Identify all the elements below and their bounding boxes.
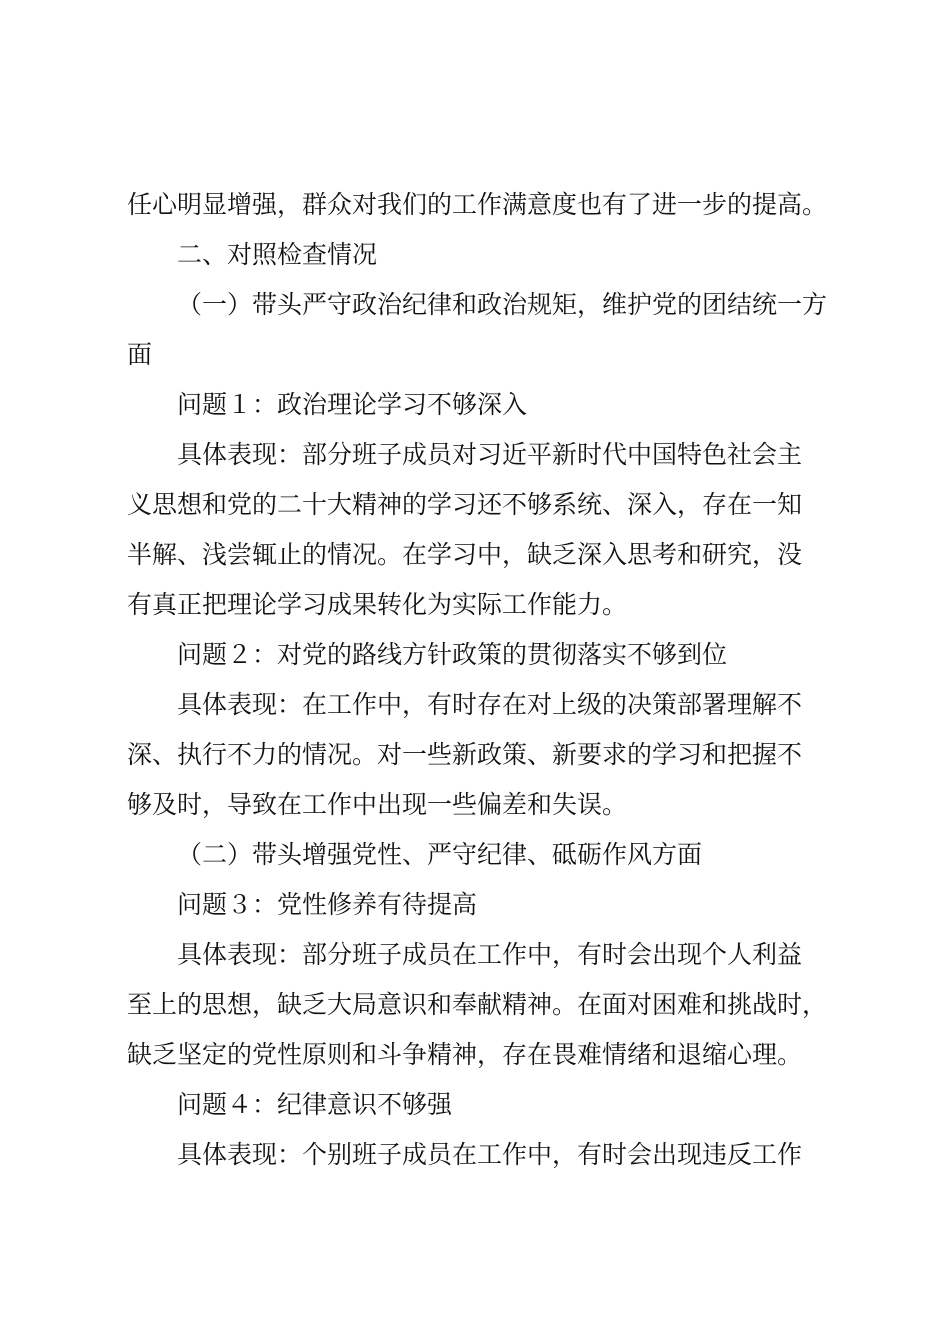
issue-description-line: 具体表现：个别班子成员在工作中，有时会出现违反工作 [177,1140,803,1169]
issue-description-line: 缺乏坚定的党性原则和斗争精神，存在畏难情绪和退缩心理。 [127,1040,803,1069]
issue-heading-1: 问题１：政治理论学习不够深入 [177,390,528,419]
issue-description-line: 具体表现：在工作中，有时存在对上级的决策部署理解不 [177,690,803,719]
issue-description-line: 有真正把理论学习成果转化为实际工作能力。 [127,590,628,619]
issue-heading-2: 问题２：对党的路线方针政策的贯彻落实不够到位 [177,640,728,669]
issue-heading-3: 问题３：党性修养有待提高 [177,890,478,919]
issue-description-line: 够及时，导致在工作中出现一些偏差和失误。 [127,790,628,819]
issue-description-line: 至上的思想，缺乏大局意识和奉献精神。在面对困难和挑战时， [127,990,828,1019]
issue-heading-4: 问题４：纪律意识不够强 [177,1090,453,1119]
issue-description-line: 深、执行不力的情况。对一些新政策、新要求的学习和把握不 [127,740,803,769]
subsection-heading-continuation: 面 [127,340,153,369]
issue-description-line: 半解、浅尝辄止的情况。在学习中，缺乏深入思考和研究，没 [127,540,803,569]
issue-description-line: 具体表现：部分班子成员对习近平新时代中国特色社会主 [177,440,803,469]
paragraph-continuation-line: 任心明显增强，群众对我们的工作满意度也有了进一步的提高。 [127,190,828,219]
subsection-heading: （一）带头严守政治纪律和政治规矩，维护党的团结统一方 [177,290,828,319]
subsection-heading: （二）带头增强党性、严守纪律、砥砺作风方面 [177,840,703,869]
issue-description-line: 具体表现：部分班子成员在工作中，有时会出现个人利益 [177,940,803,969]
issue-description-line: 义思想和党的二十大精神的学习还不够系统、深入，存在一知 [127,490,803,519]
section-heading: 二、对照检查情况 [177,240,378,269]
